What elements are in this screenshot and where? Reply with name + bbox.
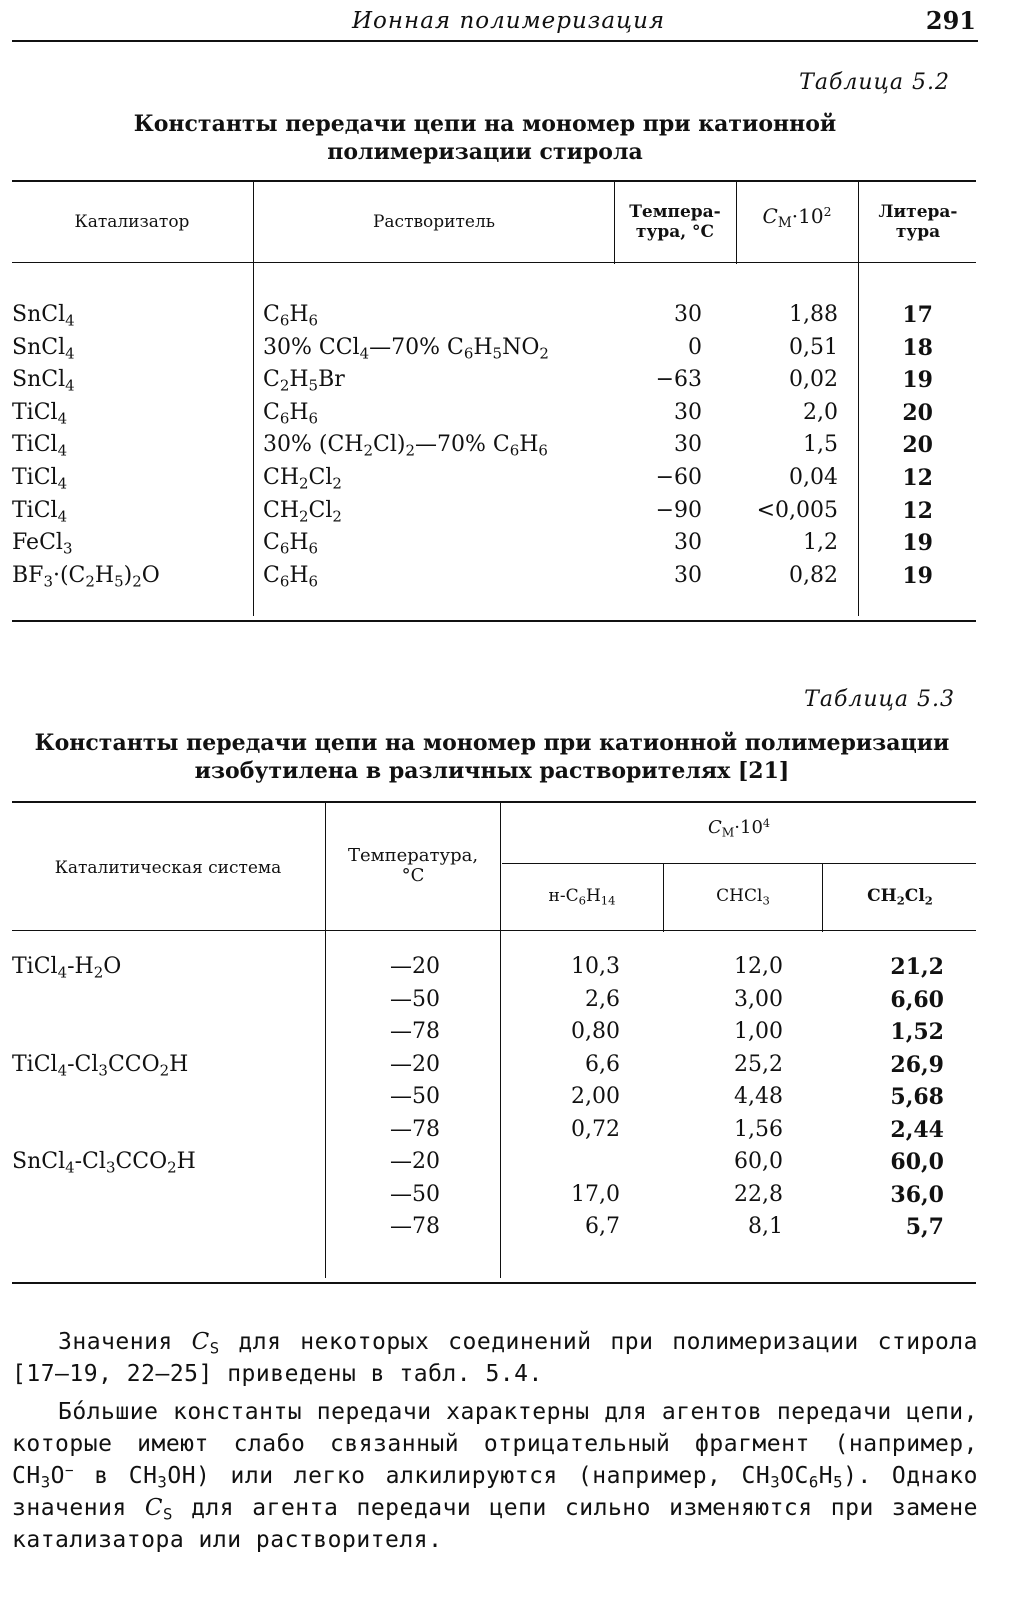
- hexane-value-cell: 10,3: [571, 954, 620, 979]
- solvent-cell: $CH_2Cl_2$: [263, 465, 342, 493]
- temperature-cell: 30: [674, 530, 702, 556]
- table-5-3-header-cm: $C_М\cdot 10^4$: [707, 816, 771, 840]
- catalyst-cell: SnCl$_4$: [12, 334, 75, 363]
- catalytic-system-cell: $TiCl_4-H_2O$: [12, 954, 122, 982]
- solvent-cell: $C_6H_6$: [263, 530, 319, 558]
- chloroform-value-cell: 3,00: [734, 986, 783, 1012]
- temperature-cell: −60: [655, 465, 702, 490]
- chloroform-value-cell: 12,0: [734, 954, 783, 979]
- literature-cell: 17: [902, 302, 933, 328]
- chloroform-value-cell: 4,48: [734, 1084, 783, 1109]
- running-header: [12, 6, 978, 42]
- table-5-3-col-divider: [325, 803, 326, 1278]
- table-5-2-bottom-rule: [12, 620, 976, 622]
- solvent-cell: $C_6H_6$: [263, 562, 319, 591]
- page-number: 291: [925, 6, 976, 35]
- table-5-3-title-line2: изобутилена в различных растворителях [21]: [194, 758, 790, 784]
- table-5-2-col-divider: [858, 182, 859, 616]
- table-5-2-col-divider: [614, 182, 615, 264]
- catalyst-cell: TiCl$_4$: [12, 465, 68, 493]
- table-5-3-col-divider: [500, 803, 501, 1278]
- temperature-cell: —78: [390, 1214, 440, 1239]
- solvent-cell: 30% $(CH_2Cl)_2—70\%$ $C_6H_6$: [263, 432, 548, 460]
- catalyst-cell: TiCl$_4$: [12, 399, 68, 428]
- chloroform-value-cell: 1,56: [734, 1116, 783, 1142]
- table-5-2-col-divider: [253, 182, 254, 616]
- cm-value-cell: 0,82: [789, 562, 838, 588]
- hexane-value-cell: 6,7: [585, 1214, 620, 1239]
- table-5-2-header-temperature: Темпера- тура, °С: [629, 202, 721, 242]
- cm-value-cell: <0,005: [756, 497, 838, 523]
- table-5-3-header-temperature: Температура, °С: [347, 845, 479, 886]
- temperature-cell: 30: [674, 302, 702, 327]
- solvent-cell: $CH_2Cl_2$: [263, 497, 342, 526]
- table-5-3-title-line1: Константы передачи цепи на мономер при катионной полимеризации: [34, 730, 950, 756]
- table-5-2-title: [60, 110, 910, 166]
- catalyst-cell: SnCl$_4$: [12, 367, 75, 395]
- temperature-cell: —20: [390, 954, 440, 979]
- table-5-3-col-divider: [663, 864, 664, 932]
- chloroform-value-cell: 8,1: [748, 1214, 783, 1239]
- temperature-cell: —50: [390, 1084, 440, 1109]
- literature-cell: 19: [902, 367, 933, 394]
- dichloromethane-value-cell: 21,2: [890, 954, 944, 980]
- solvent-cell: $C_6H_6$: [263, 399, 319, 428]
- dichloromethane-value-cell: 26,9: [890, 1051, 944, 1078]
- table-5-2-title-line1: Константы передачи цепи на мономер при катионной: [133, 111, 837, 137]
- catalyst-cell: TiCl$_4$: [12, 432, 68, 460]
- table-5-2-title-line2: полимеризации стирола: [327, 139, 643, 165]
- table-5-2-header-cm: $C_М\cdot 10^2$: [762, 204, 832, 232]
- dichloromethane-value-cell: 1,52: [890, 1019, 944, 1045]
- cm-value-cell: 2,0: [803, 399, 838, 425]
- temperature-cell: 30: [674, 399, 702, 425]
- literature-cell: 12: [902, 465, 933, 491]
- chloroform-value-cell: 60,0: [734, 1149, 783, 1174]
- chloroform-value-cell: 22,8: [734, 1181, 783, 1207]
- dichloromethane-value-cell: 5,68: [890, 1084, 944, 1110]
- table-5-2-header-literature: Литера- тура: [878, 202, 958, 242]
- temperature-cell: 0: [688, 334, 702, 360]
- table-5-3-header-dichloromethane: $CH_2Cl_2$: [867, 886, 933, 908]
- cm-value-cell: 0,02: [789, 367, 838, 393]
- chloroform-value-cell: 25,2: [734, 1051, 783, 1077]
- literature-cell: 12: [902, 497, 933, 524]
- solvent-cell: $C_6H_6$: [263, 302, 319, 330]
- table-5-3-top-rule: [12, 801, 976, 803]
- hexane-value-cell: 17,0: [571, 1181, 620, 1207]
- catalyst-cell: $BF_3\cdot(C_2H_5)_2O$: [12, 562, 160, 591]
- table-5-3-subheader-rule: [502, 863, 976, 864]
- solvent-cell: $C_2H_5Br$: [263, 367, 345, 395]
- temperature-cell: 30: [674, 432, 702, 458]
- paragraph-1: Значения $C_S$ для некоторых соединений при полимеризации стирола [17—19, 22—25] приведены в табл. 5.4.: [12, 1329, 978, 1387]
- table-5-2-top-rule: [12, 180, 976, 182]
- solvent-cell: 30% CCl$_4$—70% $C_6H_5NO_2$: [263, 334, 549, 363]
- dichloromethane-value-cell: 5,7: [905, 1214, 944, 1240]
- hexane-value-cell: 0,72: [571, 1116, 620, 1142]
- table-5-3-header-hexane: $н-C_6H_{14}$: [548, 886, 616, 908]
- temperature-cell: 30: [674, 562, 702, 588]
- table-5-2-col-divider: [736, 182, 737, 264]
- hexane-value-cell: 2,6: [585, 986, 620, 1012]
- literature-cell: 18: [902, 334, 933, 361]
- temperature-cell: —20: [390, 1149, 440, 1174]
- literature-cell: 19: [902, 562, 933, 589]
- table-5-3-header-system: Каталитическая система: [54, 858, 282, 878]
- temperature-cell: —50: [390, 986, 440, 1012]
- table-5-2-header-solvent: Растворитель: [372, 212, 496, 232]
- cm-value-cell: 1,2: [803, 530, 838, 556]
- table-5-3-header-rule: [12, 930, 976, 931]
- dichloromethane-value-cell: 6,60: [890, 986, 944, 1013]
- catalytic-system-cell: $TiCl_4-Cl_3CCO_2H$: [12, 1051, 189, 1079]
- dichloromethane-value-cell: 60,0: [890, 1149, 944, 1175]
- hexane-value-cell: 0,80: [571, 1019, 620, 1044]
- cm-value-cell: 1,5: [803, 432, 838, 458]
- running-header-title: Ионная полимеризация: [352, 8, 666, 34]
- catalyst-cell: SnCl$_4$: [12, 302, 75, 330]
- hexane-value-cell: 6,6: [585, 1051, 620, 1077]
- literature-cell: 20: [902, 399, 933, 426]
- dichloromethane-value-cell: 2,44: [890, 1116, 944, 1143]
- temperature-cell: —78: [390, 1019, 440, 1044]
- chloroform-value-cell: 1,00: [734, 1019, 783, 1044]
- table-5-3-bottom-rule: [12, 1282, 976, 1284]
- paragraph-2: Бóльшие константы передачи характерны для агентов передачи цепи, которые имеют слабо связанный отрицательный фрагмент (например, $CH_3O^-$ в $CH_3OH$) или легко алкилируются (например, $CH_3OC_6H_5$). Однако значения $C_S$ для агента передачи цепи сильно изменяются при замене катализатора или растворителя.: [12, 1399, 979, 1553]
- table-5-3-label: Таблица 5.3: [804, 687, 955, 712]
- table-5-3-col-divider: [822, 864, 823, 932]
- temperature-cell: −63: [655, 367, 702, 393]
- temperature-cell: —78: [390, 1116, 440, 1142]
- catalytic-system-cell: $SnCl_4-Cl_3CCO_2H$: [12, 1149, 196, 1177]
- cm-value-cell: 1,88: [789, 302, 838, 327]
- temperature-cell: —50: [390, 1181, 440, 1207]
- catalyst-cell: TiCl$_4$: [12, 497, 68, 526]
- temperature-cell: −90: [655, 497, 702, 523]
- catalyst-cell: FeCl$_3$: [12, 530, 73, 558]
- cm-value-cell: 0,51: [789, 334, 838, 360]
- literature-cell: 20: [902, 432, 933, 459]
- dichloromethane-value-cell: 36,0: [890, 1181, 944, 1208]
- table-5-2-header-catalyst: Катализатор: [74, 212, 190, 232]
- table-5-2-header-rule: [12, 262, 976, 263]
- hexane-value-cell: 2,00: [571, 1084, 620, 1109]
- cm-value-cell: 0,04: [789, 465, 838, 490]
- table-5-3-title: [12, 729, 972, 785]
- temperature-cell: —20: [390, 1051, 440, 1077]
- table-5-2-label: Таблица 5.2: [799, 70, 950, 95]
- literature-cell: 19: [902, 530, 933, 557]
- table-5-3-header-chloroform: CHCl$_3$: [716, 886, 770, 908]
